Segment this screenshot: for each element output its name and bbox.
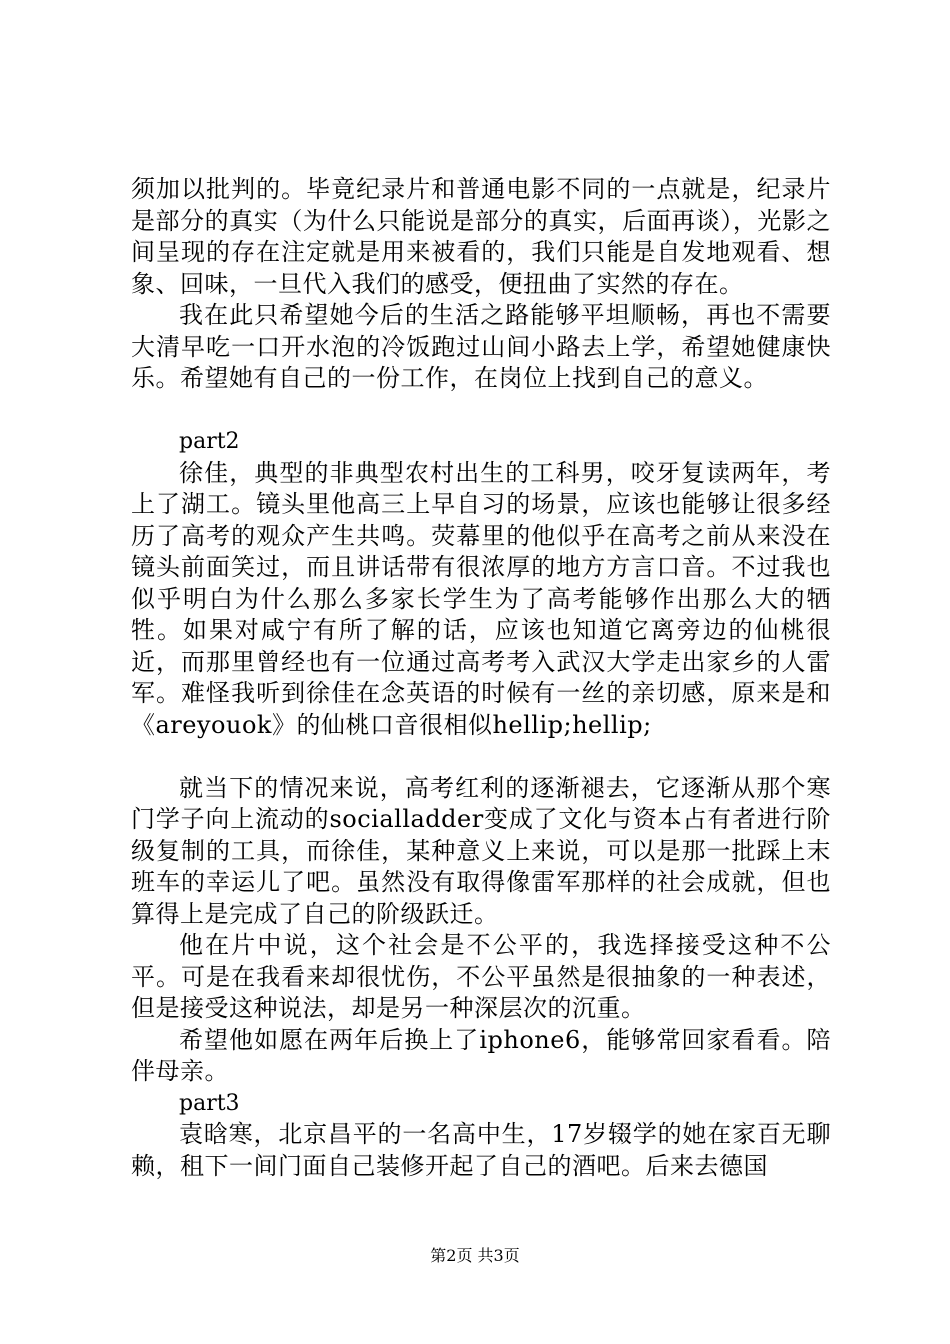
paragraph-unfair-society: 他在片中说，这个社会是不公平的，我选择接受这种不公平。可是在我看来却很忧伤，不公平虽然是很抽象的一种表述，但是接受这种说法，却是另一种深层次的沉重。 bbox=[131, 931, 831, 1022]
paragraph-gap bbox=[131, 395, 831, 427]
paragraph-hope-her: 我在此只希望她今后的生活之路能够平坦顺畅，再也不需要大清早吃一口开水泡的冷饭跑过山间小路去上学，希望她健康快乐。希望她有自己的一份工作，在岗位上找到自己的意义。 bbox=[131, 301, 831, 392]
paragraph-xu-jia: 徐佳，典型的非典型农村出生的工科男，咬牙复读两年，考上了湖工。镜头里他高三上早自习的场景，应该也能够让很多经历了高考的观众产生共鸣。荧幕里的他似乎在高考之前从来没在镜头前面笑过，而且讲话带有很浓厚的地方方言口音。不过我也似乎明白为什么那么多家长学生为了高考能够作出那么大的牺牲。如果对咸宁有所了解的话，应该也知道它离旁边的仙桃很近，而那里曾经也有一位通过高考考入武汉大学走出家乡的人雷军。难怪我听到徐佳在念英语的时候有一丝的亲切感，原来是和《areyouok》的仙桃口音很相似hellip;hellip; bbox=[131, 458, 831, 739]
document-body bbox=[131, 174, 831, 1182]
section-heading-part3: part3 bbox=[179, 1090, 240, 1116]
paragraph-hope-him: 希望他如愿在两年后换上了iphone6，能够常回家看看。陪伴母亲。 bbox=[131, 1025, 831, 1085]
paragraph-gap bbox=[131, 741, 831, 773]
paragraph-yuan-hanhan: 袁晗寒，北京昌平的一名高中生，17岁辍学的她在家百无聊赖，租下一间门面自己装修开起了自己的酒吧。后来去德国 bbox=[131, 1120, 831, 1180]
paragraph-continued: 须加以批判的。毕竟纪录片和普通电影不同的一点就是，纪录片是部分的真实（为什么只能说是部分的真实，后面再谈），光影之间呈现的存在注定就是用来被看的，我们只能是自发地观看、想象、回味，一旦代入我们的感受，便扭曲了实然的存在。 bbox=[131, 175, 831, 298]
paragraph-gaokao-dividend: 就当下的情况来说，高考红利的逐渐褪去，它逐渐从那个寒门学子向上流动的socialladder变成了文化与资本占有者进行阶级复制的工具，而徐佳，某种意义上来说，可以是那一批踩上末班车的幸运儿了吧。虽然没有取得像雷军那样的社会成就，但也算得上是完成了自己的阶级跃迁。 bbox=[131, 773, 831, 928]
page-footer: 第2页 共3页 bbox=[430, 1246, 520, 1265]
section-heading-part2: part2 bbox=[179, 429, 240, 454]
